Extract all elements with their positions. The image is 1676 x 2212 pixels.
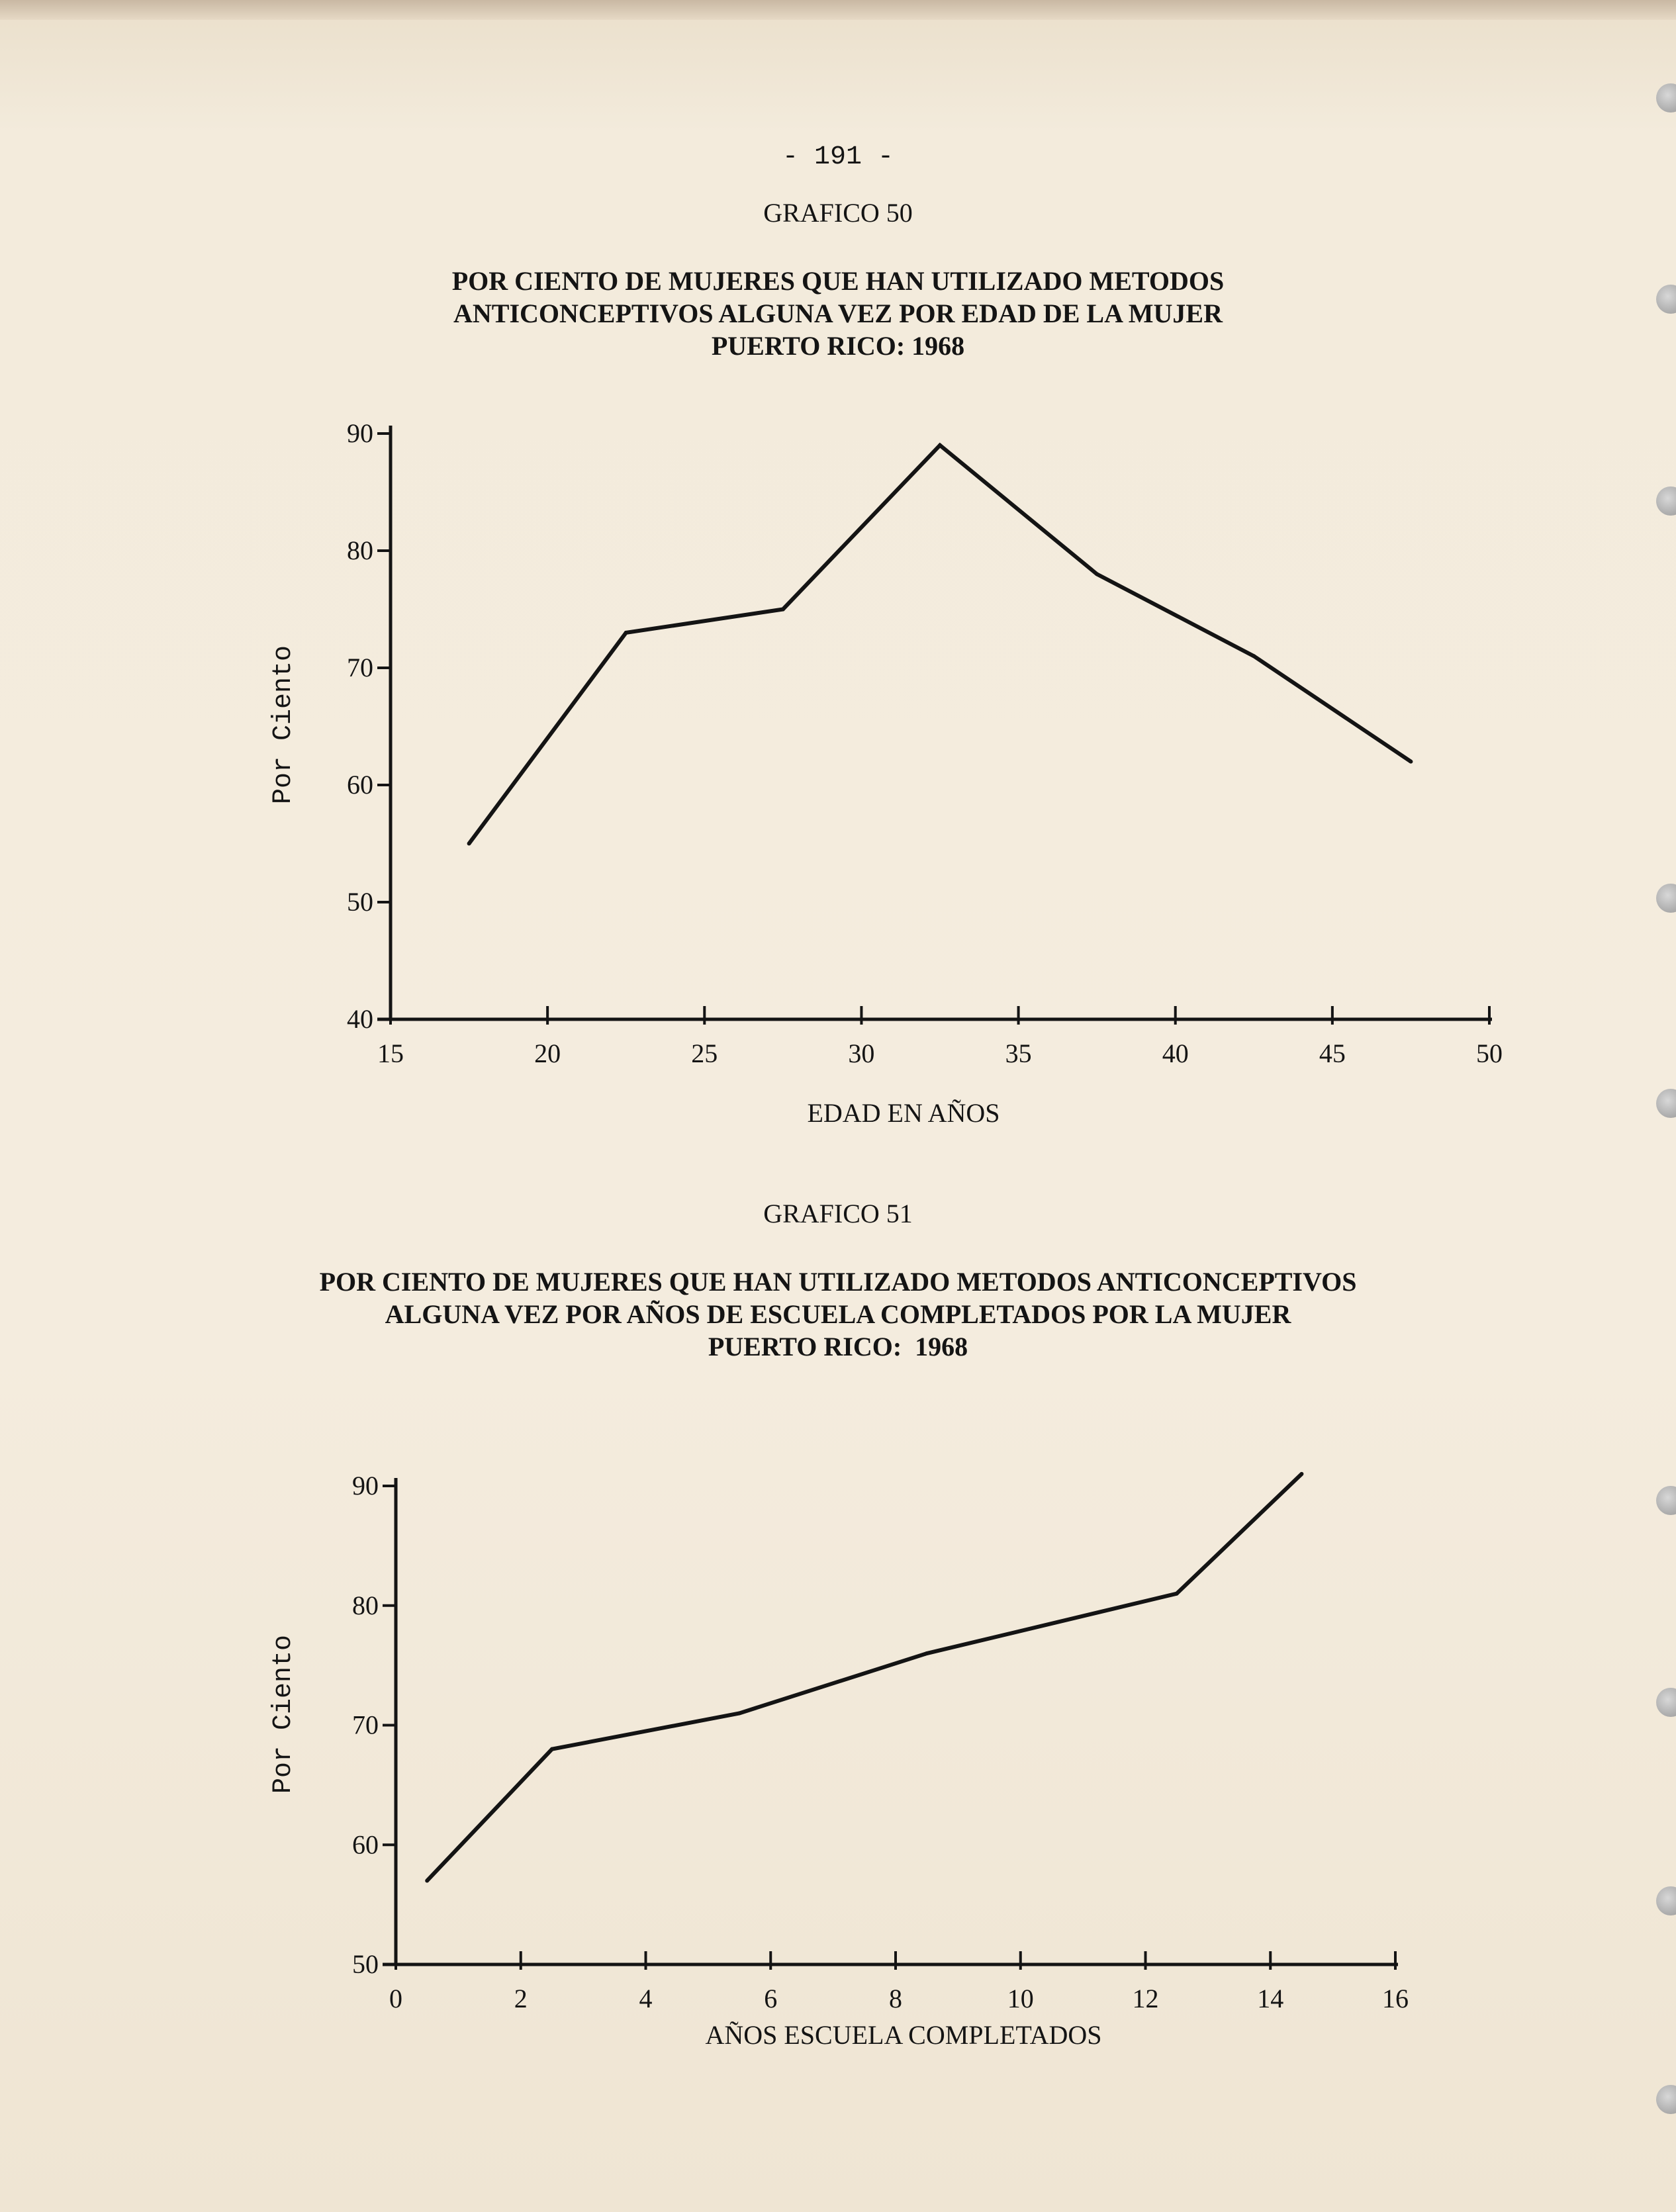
y-tick-label: 80 <box>352 1590 379 1620</box>
x-axis-title: EDAD EN AÑOS <box>807 1098 1000 1128</box>
chart-2-label: GRAFICO 51 <box>763 1199 913 1228</box>
data-point <box>737 1711 741 1715</box>
x-tick-label: 50 <box>1476 1038 1503 1068</box>
data-point <box>425 1878 429 1882</box>
y-tick-label: 60 <box>352 1829 379 1860</box>
x-axis-title: AÑOS ESCUELA COMPLETADOS <box>705 2020 1102 2050</box>
y-axis-title: Por Ciento <box>269 1634 299 1794</box>
x-tick-label: 6 <box>764 1984 778 2013</box>
x-tick-label: 16 <box>1382 1984 1409 2013</box>
data-point <box>925 1651 929 1655</box>
y-tick-label: 70 <box>352 1710 379 1740</box>
x-tick-label: 25 <box>691 1038 718 1068</box>
x-tick-label: 20 <box>534 1038 561 1068</box>
x-tick-label: 30 <box>848 1038 875 1068</box>
chart-2-title: POR CIENTO DE MUJERES QUE HAN UTILIZADO METODOS ANTICONCEPTIVOS ALGUNA VEZ POR AÑOS DE ESCUELA COMPLETADOS POR LA MUJER PUERTO RICO: 1968 <box>319 1267 1357 1361</box>
x-tick-label: 8 <box>889 1984 902 2013</box>
y-tick-label: 50 <box>347 887 373 917</box>
y-tick-label: 40 <box>347 1004 373 1034</box>
data-point <box>1095 572 1099 576</box>
y-axis-title: Por Ciento <box>269 645 299 805</box>
page-number: - 191 - <box>782 142 894 172</box>
x-tick-label: 45 <box>1319 1038 1346 1068</box>
x-tick-label: 2 <box>514 1984 528 2013</box>
y-tick-label: 50 <box>352 1949 379 1979</box>
chart-1-label: GRAFICO 50 <box>763 198 913 228</box>
data-point <box>781 608 785 612</box>
data-point <box>938 443 942 447</box>
x-tick-label: 14 <box>1257 1984 1284 2013</box>
x-tick-label: 12 <box>1132 1984 1159 2013</box>
y-tick-label: 60 <box>347 770 373 800</box>
data-point <box>550 1747 554 1751</box>
x-tick-label: 0 <box>389 1984 402 2013</box>
x-tick-label: 40 <box>1162 1038 1189 1068</box>
y-tick-label: 80 <box>347 535 373 565</box>
x-tick-label: 15 <box>377 1038 404 1068</box>
x-tick-label: 10 <box>1007 1984 1034 2013</box>
y-tick-label: 70 <box>347 653 373 682</box>
y-tick-label: 90 <box>347 418 373 448</box>
data-point <box>1299 1472 1303 1476</box>
x-tick-label: 35 <box>1005 1038 1032 1068</box>
data-point <box>624 631 628 635</box>
y-tick-label: 90 <box>352 1471 379 1500</box>
data-point <box>467 842 471 846</box>
data-point <box>1175 1592 1179 1596</box>
chart-1-title: POR CIENTO DE MUJERES QUE HAN UTILIZADO METODOS ANTICONCEPTIVOS ALGUNA VEZ POR EDAD DE LA MUJER PUERTO RICO: 1968 <box>451 266 1225 361</box>
x-tick-label: 4 <box>639 1984 653 2013</box>
data-point <box>1252 654 1256 658</box>
data-point <box>1409 760 1413 764</box>
